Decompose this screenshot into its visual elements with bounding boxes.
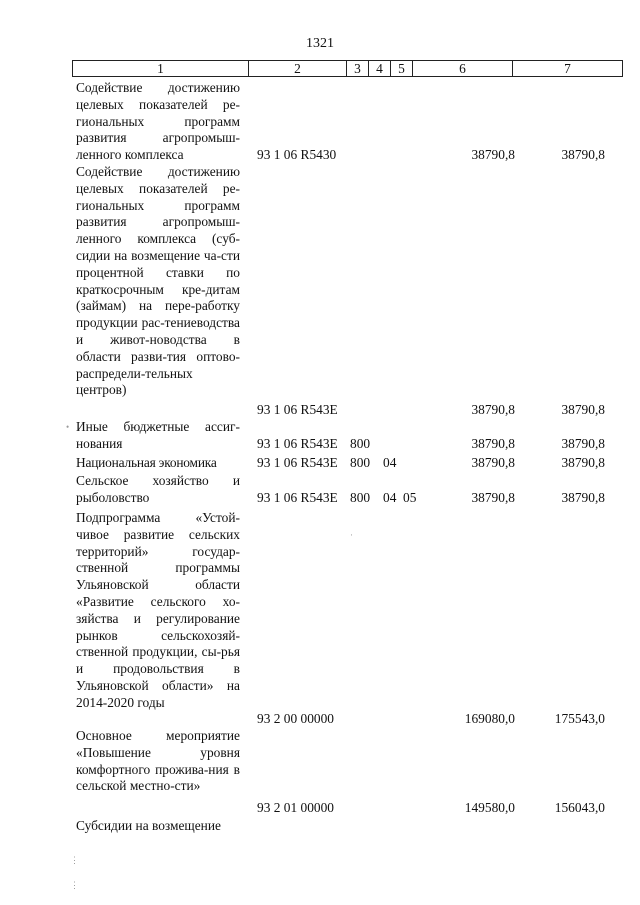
row-name: Подпрограмма «Устой-чивое развитие сельских территорий» государ-ственной программы Ульяновской области «Развитие сельского хо-зяйства и регулирование рынков сельскохозяй-ственной продукции, сы-рья и продовольствия в Ульяновской области» на 2014-2020 годы: [76, 510, 240, 710]
row-code: 93 1 06 R543E: [257, 436, 338, 451]
row-value-6: 38790,8: [471, 490, 515, 505]
row-value-6: 38790,8: [471, 455, 515, 470]
row-value-7: 175543,0: [554, 711, 605, 726]
column-header-4: 4: [369, 61, 391, 77]
column-header-row: [72, 60, 623, 77]
row-value-6: 169080,0: [464, 711, 515, 726]
row-code: 93 1 06 R543E: [257, 455, 338, 470]
row-value-7: 38790,8: [561, 402, 605, 417]
row-value-6: 149580,0: [464, 800, 515, 815]
row-type: 800: [350, 436, 371, 451]
row-code: 93 1 06 R543E: [257, 490, 338, 505]
row-type: 800: [350, 455, 371, 470]
row-subsection: 05: [403, 490, 417, 505]
row-value-7: 38790,8: [561, 490, 605, 505]
row-name: Национальная экономика: [76, 455, 217, 470]
row-value-6: 38790,8: [471, 436, 515, 451]
row-value-7: 38790,8: [561, 147, 605, 162]
row-name: Субсидии на возмещение: [76, 818, 221, 833]
column-header-2: 2: [249, 61, 347, 77]
row-value-7: 38790,8: [561, 455, 605, 470]
row-code: 93 1 06 R5430: [257, 147, 337, 162]
column-header-5: 5: [391, 61, 413, 77]
scan-speck: •: [66, 422, 70, 432]
column-header-7: 7: [513, 61, 623, 77]
row-code: 93 1 06 R543E: [257, 402, 338, 417]
row-value-7: 156043,0: [554, 800, 605, 815]
row-section: 04: [383, 455, 397, 470]
row-code: 93 2 00 00000: [257, 711, 334, 726]
row-value-6: 38790,8: [471, 147, 515, 162]
page-number: 1321: [306, 36, 334, 51]
row-value-7: 38790,8: [561, 436, 605, 451]
row-value-6: 38790,8: [471, 402, 515, 417]
row-name: Содействие достижению целевых показателей ре-гиональных программ развития агропромыш-ленного комплекса (суб-сидии на возмещение ча-сти процентной ставки по краткосрочным кре-дитам (займам) на пере-работку продукции рас-тениеводства и живот-новодства в области разви-тия оптово-распредели-тельных центров): [76, 164, 240, 398]
row-name: Иные бюджетные ассиг-нования: [76, 419, 240, 451]
row-name: Содействие достижению целевых показателей ре-гиональных программ развития агропромыш-ленного комплекса: [76, 80, 240, 163]
row-name: Основное мероприятие «Повышение уровня комфортного прожива-ния в сельской местно-сти»: [76, 728, 240, 794]
row-code: 93 2 01 00000: [257, 800, 334, 815]
column-header-1: 1: [73, 61, 249, 77]
scan-speck: ·: [350, 530, 353, 540]
row-section: 04: [383, 490, 397, 505]
row-type: 800: [350, 490, 371, 505]
row-name: Сельское хозяйство и рыболовство: [76, 473, 240, 505]
column-header-6: 6: [413, 61, 513, 77]
scan-speck: ⋮: [70, 880, 79, 890]
scan-speck: ⋮: [70, 855, 79, 865]
column-header-3: 3: [347, 61, 369, 77]
